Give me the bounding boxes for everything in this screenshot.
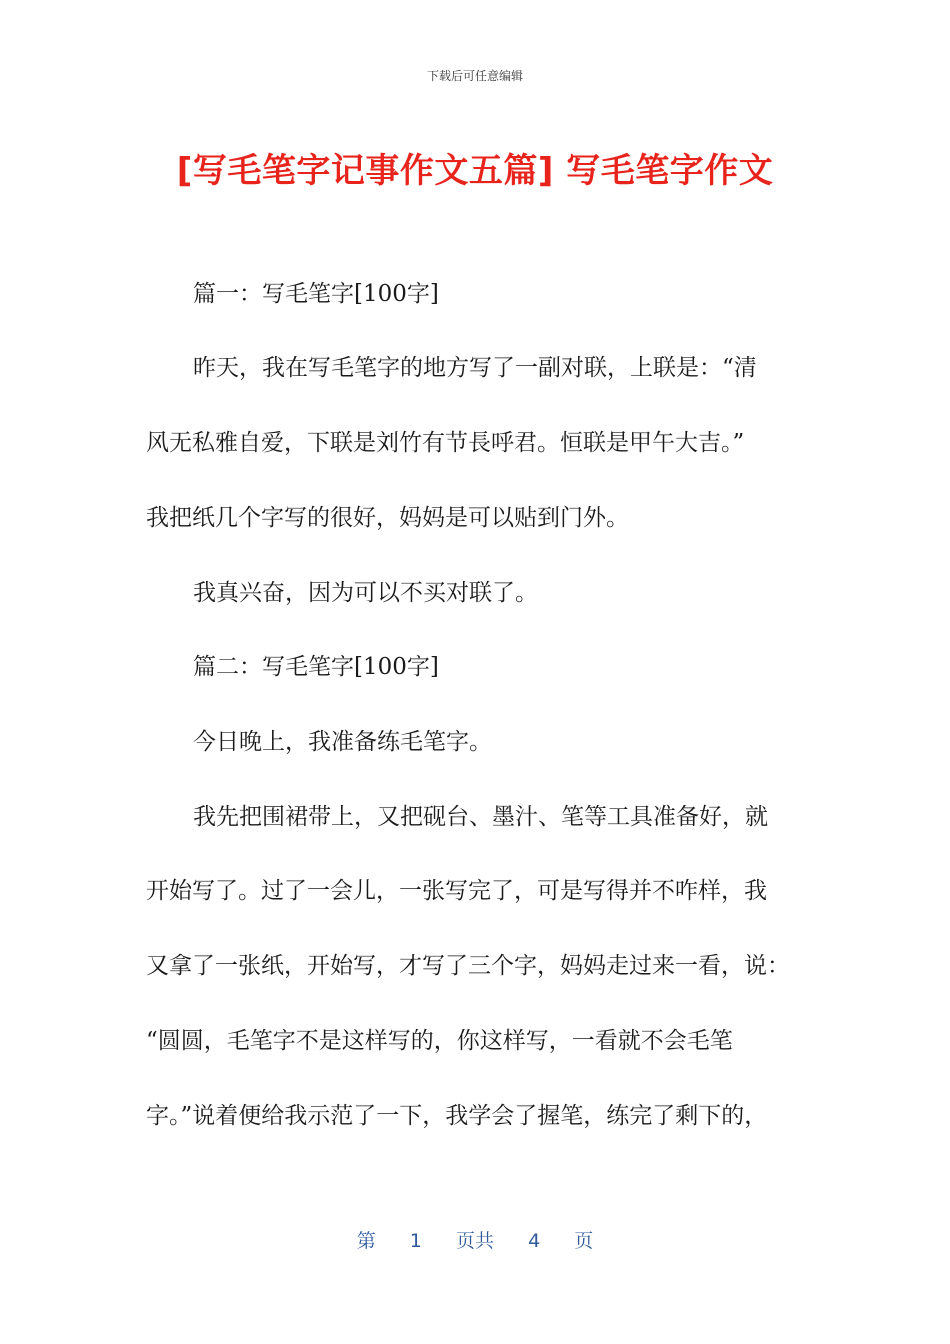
total-pages-number: 4 bbox=[528, 1230, 541, 1252]
paragraph-line: 篇二：写毛笔字[100字] bbox=[193, 654, 439, 680]
paragraph-line: 我先把围裙带上，又把砚台、墨汁、笔等工具准备好，就 bbox=[193, 804, 768, 830]
header-note: 下载后可任意编辑 bbox=[426, 69, 523, 83]
paragraph-line: “圆圆，毛笔字不是这样写的，你这样写，一看就不会毛笔 bbox=[146, 1028, 733, 1054]
footer-prefix: 第 bbox=[356, 1230, 376, 1252]
paragraph-line: 字。”说着便给我示范了一下，我学会了握笔，练完了剩下的， bbox=[146, 1103, 768, 1129]
paragraph-line: 风无私雅自爱，下联是刘竹有节長呼君。恒联是甲午大吉。” bbox=[146, 430, 745, 456]
paragraph-line: 昨天，我在写毛笔字的地方写了一副对联，上联是：“清 bbox=[193, 355, 757, 381]
footer-middle: 页共 bbox=[455, 1230, 494, 1252]
paragraph-line: 我把纸几个字写的很好，妈妈是可以贴到门外。 bbox=[146, 505, 629, 531]
paragraph-line: 我真兴奋，因为可以不买对联了。 bbox=[193, 580, 538, 606]
paragraph-line: 开始写了。过了一会儿，一张写完了，可是写得并不咋样，我 bbox=[146, 878, 767, 904]
page-footer bbox=[0, 1226, 950, 1253]
paragraph-line: 今日晚上，我准备练毛笔字。 bbox=[193, 729, 492, 755]
paragraph-line: 又拿了一张纸，开始写，才写了三个字，妈妈走过来一看，说： bbox=[146, 953, 790, 979]
footer-suffix: 页 bbox=[574, 1230, 594, 1252]
paragraph-line: 篇一：写毛笔字[100字] bbox=[193, 281, 439, 307]
current-page-number: 1 bbox=[409, 1230, 422, 1252]
document-title: [写毛笔字记事作文五篇] 写毛笔字作文 bbox=[176, 151, 774, 191]
